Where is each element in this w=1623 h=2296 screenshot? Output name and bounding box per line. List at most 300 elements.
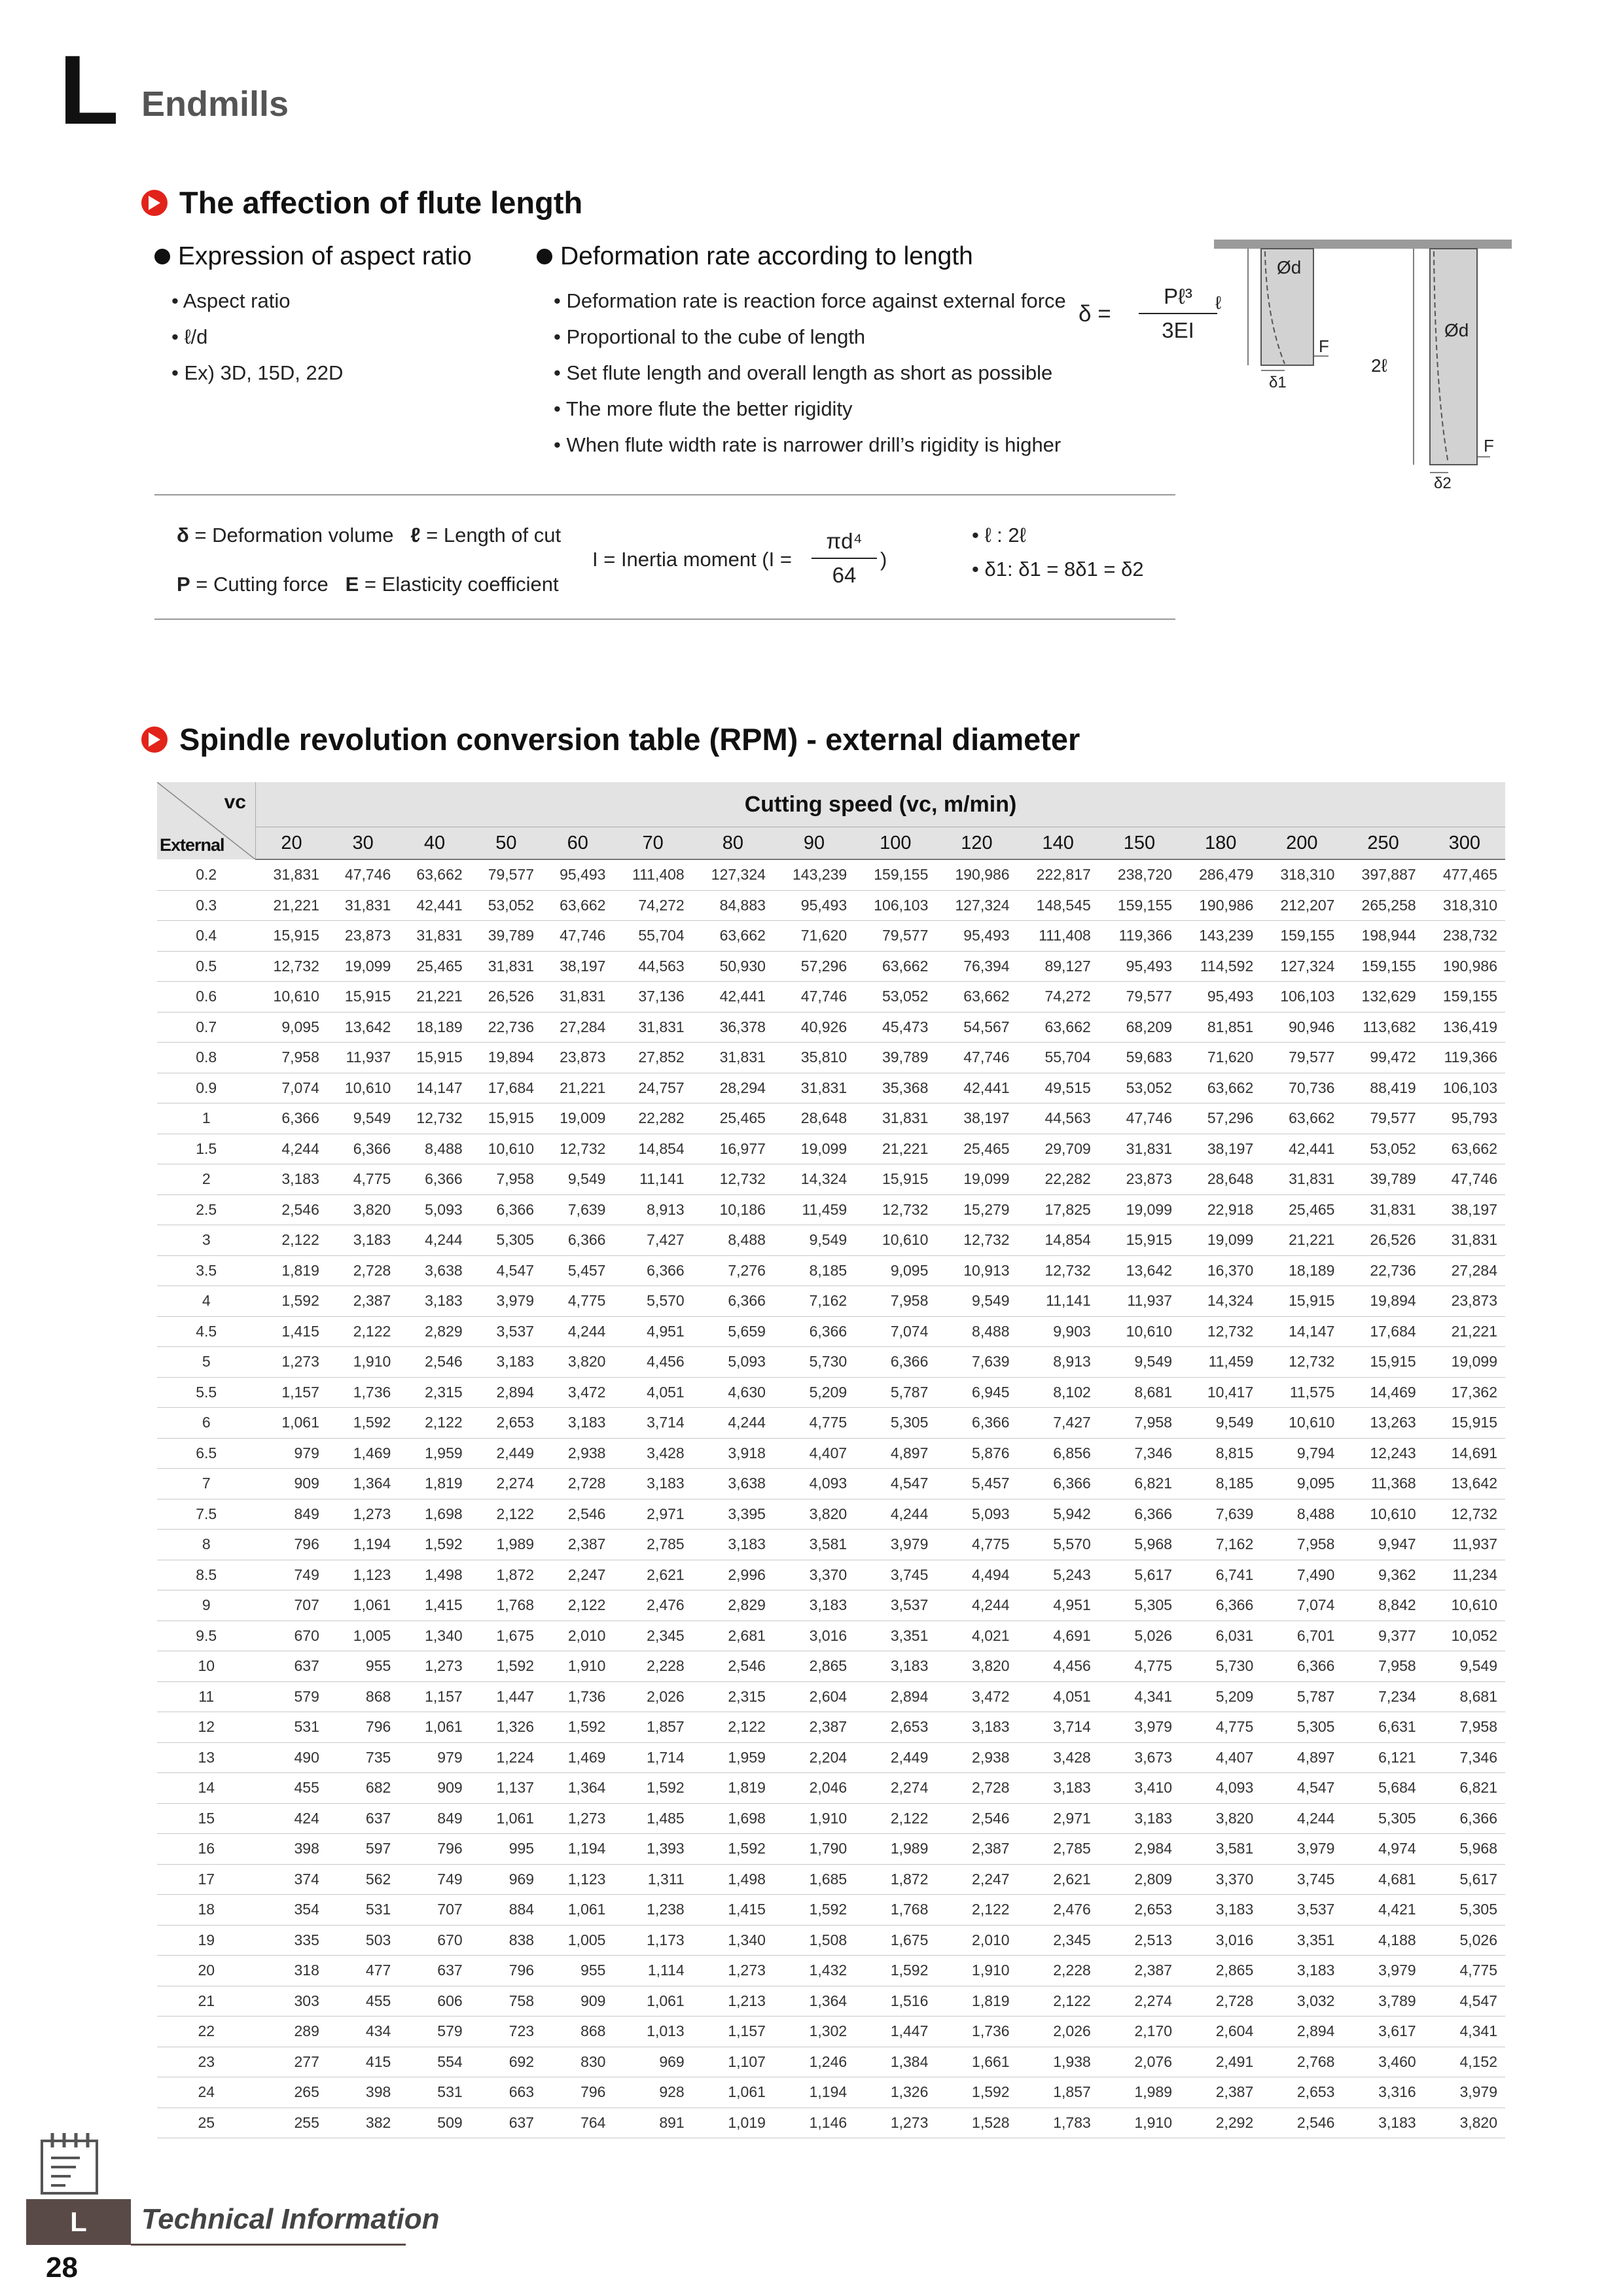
rpm-cell: 1,194: [327, 1530, 399, 1560]
rpm-cell: 4,547: [855, 1469, 936, 1499]
rpm-cell: 7,639: [542, 1194, 613, 1225]
rpm-cell: 3,032: [1261, 1986, 1342, 2017]
rpm-cell: 57,296: [1180, 1103, 1261, 1134]
rpm-cell: 45,473: [855, 1012, 936, 1043]
rpm-cell: 579: [256, 1681, 327, 1712]
rpm-cell: 95,493: [1180, 982, 1261, 1013]
rpm-cell: 40,926: [774, 1012, 855, 1043]
rpm-cell: 1,340: [399, 1621, 470, 1651]
length-label-2: 2ℓ: [1371, 355, 1387, 376]
rpm-cell: 3,979: [1424, 2077, 1505, 2108]
page-title: Endmills: [141, 84, 289, 124]
rpm-cell: 113,682: [1342, 1012, 1423, 1043]
rpm-cell: 2,894: [471, 1377, 542, 1408]
list-item: • Set flute length and overall length as short as possible: [554, 361, 1053, 384]
rpm-cell: 3,537: [1261, 1895, 1342, 1926]
rpm-cell: 2,653: [855, 1712, 936, 1743]
rpm-cell: 90,946: [1261, 1012, 1342, 1043]
rpm-cell: 159,155: [1099, 890, 1180, 921]
diameter-cell: 3.5: [157, 1255, 256, 1286]
rpm-cell: 5,457: [542, 1255, 613, 1286]
rpm-cell: 1,061: [327, 1590, 399, 1621]
aspect-ratio-list: [171, 283, 343, 391]
rpm-cell: 3,183: [692, 1530, 774, 1560]
rpm-cell: 111,408: [613, 859, 692, 890]
rpm-cell: 9,794: [1261, 1438, 1342, 1469]
rpm-cell: 53,052: [855, 982, 936, 1013]
rpm-cell: 6,366: [855, 1347, 936, 1378]
rpm-cell: 2,894: [855, 1681, 936, 1712]
rpm-cell: 57,296: [774, 951, 855, 982]
rpm-cell: 3,370: [1180, 1864, 1261, 1895]
rpm-cell: 7,074: [1261, 1590, 1342, 1621]
rpm-cell: 5,093: [399, 1194, 470, 1225]
rpm-cell: 4,775: [1424, 1956, 1505, 1986]
rpm-cell: 3,183: [1018, 1773, 1099, 1804]
rpm-cell: 71,620: [1180, 1043, 1261, 1073]
rpm-cell: 4,974: [1342, 1834, 1423, 1865]
rpm-cell: 15,915: [399, 1043, 470, 1073]
rpm-cell: 1,013: [613, 2017, 692, 2047]
rpm-cell: 4,951: [1018, 1590, 1099, 1621]
rpm-cell: 28,648: [774, 1103, 855, 1134]
diameter-cell: 8: [157, 1530, 256, 1560]
rpm-cell: 38,197: [936, 1103, 1017, 1134]
rpm-cell: 1,685: [774, 1864, 855, 1895]
diameter-cell: 0.8: [157, 1043, 256, 1073]
table-row: [157, 1194, 1505, 1225]
rpm-cell: 159,155: [855, 859, 936, 890]
rpm-cell: 3,316: [1342, 2077, 1423, 2108]
rpm-cell: 1,819: [692, 1773, 774, 1804]
rpm-cell: 455: [256, 1773, 327, 1804]
rpm-cell: 2,829: [692, 1590, 774, 1621]
rpm-cell: 1,246: [774, 2047, 855, 2077]
rpm-cell: 2,228: [613, 1651, 692, 1682]
rpm-cell: 4,244: [256, 1134, 327, 1164]
rpm-cell: 2,785: [613, 1530, 692, 1560]
rpm-cell: 11,141: [613, 1164, 692, 1195]
rpm-cell: 5,787: [855, 1377, 936, 1408]
rpm-cell: 7,074: [256, 1073, 327, 1103]
rpm-cell: 7,490: [1261, 1560, 1342, 1590]
rpm-cell: 5,730: [774, 1347, 855, 1378]
rpm-cell: 4,951: [613, 1316, 692, 1347]
rpm-cell: 36,378: [692, 1012, 774, 1043]
rpm-cell: 3,617: [1342, 2017, 1423, 2047]
inertia-definition: I = Inertia moment (I =: [592, 548, 792, 571]
rpm-cell: 1,675: [471, 1621, 542, 1651]
rpm-cell: 1,364: [542, 1773, 613, 1804]
rpm-cell: 14,469: [1342, 1377, 1423, 1408]
rpm-cell: 3,410: [1099, 1773, 1180, 1804]
rpm-cell: 995: [471, 1834, 542, 1865]
rpm-cell: 10,417: [1180, 1377, 1261, 1408]
table-row: [157, 951, 1505, 982]
rpm-cell: 265,258: [1342, 890, 1423, 921]
rpm-cell: 95,493: [774, 890, 855, 921]
diameter-cell: 16: [157, 1834, 256, 1865]
rpm-cell: 4,051: [613, 1377, 692, 1408]
table-row: [157, 1286, 1505, 1317]
rpm-cell: 5,093: [936, 1499, 1017, 1530]
rpm-cell: 10,610: [256, 982, 327, 1013]
table-row: [157, 1043, 1505, 1073]
rpm-cell: 31,831: [471, 951, 542, 982]
rpm-cell: 1,447: [855, 2017, 936, 2047]
diameter-cell: 18: [157, 1895, 256, 1926]
table-row: [157, 1530, 1505, 1560]
rpm-cell: 2,728: [542, 1469, 613, 1499]
rpm-cell: 1,157: [692, 2017, 774, 2047]
force-label-1: F: [1319, 336, 1329, 356]
rpm-cell: 1,714: [613, 1742, 692, 1773]
rpm-cell: 3,979: [855, 1530, 936, 1560]
rpm-cell: 2,387: [1099, 1956, 1180, 1986]
diameter-cell: 2: [157, 1164, 256, 1195]
definition-text: = Elasticity coefficient: [359, 573, 559, 596]
rpm-cell: 7,162: [1180, 1530, 1261, 1560]
rpm-cell: 7,234: [1342, 1681, 1423, 1712]
rpm-cell: 637: [399, 1956, 470, 1986]
rpm-cell: 1,061: [256, 1408, 327, 1439]
rpm-cell: 289: [256, 2017, 327, 2047]
rpm-cell: 2,228: [1018, 1956, 1099, 1986]
table-row: [157, 1103, 1505, 1134]
list-item: • Proportional to the cube of length: [554, 325, 866, 348]
definition-force-elasticity: [177, 573, 559, 596]
rpm-cell: 14,324: [1180, 1286, 1261, 1317]
rpm-cell: 1,146: [774, 2108, 855, 2138]
section-title: The affection of flute length: [179, 185, 583, 220]
rpm-cell: 503: [327, 1925, 399, 1956]
bullet-dot-icon: [154, 249, 170, 264]
rpm-cell: 1,768: [471, 1590, 542, 1621]
rpm-cell: 764: [542, 2108, 613, 2138]
rpm-cell: 2,076: [1099, 2047, 1180, 2077]
formula-numerator: Pℓ³: [1164, 284, 1192, 308]
rpm-cell: 1,123: [327, 1560, 399, 1590]
rpm-cell: 8,185: [774, 1255, 855, 1286]
rpm-cell: 3,183: [855, 1651, 936, 1682]
diameter-cell: 2.5: [157, 1194, 256, 1225]
rpm-cell: 1,592: [542, 1712, 613, 1743]
table-row: [157, 1712, 1505, 1743]
rpm-cell: 5,093: [692, 1347, 774, 1378]
rpm-cell: 4,152: [1424, 2047, 1505, 2077]
rpm-cell: 562: [327, 1864, 399, 1895]
rpm-cell: 143,239: [774, 859, 855, 890]
diameter-cell: 17: [157, 1864, 256, 1895]
table-row: [157, 1073, 1505, 1103]
rpm-cell: 5,305: [471, 1225, 542, 1256]
rpm-cell: 17,825: [1018, 1194, 1099, 1225]
section-heading-rpm-table: [141, 721, 1080, 757]
rpm-cell: 2,247: [542, 1560, 613, 1590]
rpm-cell: 6,366: [1180, 1590, 1261, 1621]
table-row: [157, 2108, 1505, 2138]
rpm-cell: 10,610: [1099, 1316, 1180, 1347]
rpm-cell: 15,915: [1342, 1347, 1423, 1378]
diameter-cell: 23: [157, 2047, 256, 2077]
rpm-cell: 579: [399, 2017, 470, 2047]
definition-text: = Deformation volume: [188, 524, 394, 547]
rpm-cell: 6,366: [471, 1194, 542, 1225]
speed-header-cell: 40: [399, 827, 470, 860]
rpm-cell: 9,362: [1342, 1560, 1423, 1590]
rpm-cell: 2,122: [1018, 1986, 1099, 2017]
bullet-dot-icon: [537, 249, 552, 264]
rpm-cell: 106,103: [1424, 1073, 1505, 1103]
rpm-cell: 42,441: [399, 890, 470, 921]
rpm-cell: 7,639: [936, 1347, 1017, 1378]
rpm-cell: 12,732: [1018, 1255, 1099, 1286]
rpm-cell: 3,820: [1424, 2108, 1505, 2138]
rpm-cell: 4,244: [542, 1316, 613, 1347]
rpm-cell: 5,305: [1424, 1895, 1505, 1926]
rpm-cell: 723: [471, 2017, 542, 2047]
rpm-cell: 2,122: [471, 1499, 542, 1530]
rpm-cell: 1,872: [471, 1560, 542, 1590]
rpm-cell: 1,469: [327, 1438, 399, 1469]
rpm-cell: 159,155: [1424, 982, 1505, 1013]
table-row: [157, 2047, 1505, 2077]
rpm-cell: 9,549: [542, 1164, 613, 1195]
rpm-cell: 382: [327, 2108, 399, 2138]
rpm-cell: 6,366: [399, 1164, 470, 1195]
rpm-cell: 7,346: [1424, 1742, 1505, 1773]
rpm-cell: 16,370: [1180, 1255, 1261, 1286]
rpm-cell: 1,989: [855, 1834, 936, 1865]
rpm-cell: 2,621: [1018, 1864, 1099, 1895]
rpm-cell: 1,959: [399, 1438, 470, 1469]
rpm-cell: 15,915: [471, 1103, 542, 1134]
rpm-cell: 2,971: [613, 1499, 692, 1530]
rpm-cell: 63,662: [1018, 1012, 1099, 1043]
rpm-cell: 1,498: [692, 1864, 774, 1895]
speed-header-cell: 60: [542, 827, 613, 860]
rpm-cell: 2,345: [613, 1621, 692, 1651]
rpm-cell: 670: [399, 1925, 470, 1956]
rpm-cell: 1,592: [399, 1530, 470, 1560]
rpm-cell: 531: [399, 2077, 470, 2108]
table-row: [157, 859, 1505, 890]
rpm-cell: 12,732: [1180, 1316, 1261, 1347]
rpm-cell: 95,793: [1424, 1103, 1505, 1134]
wall-bar: [1214, 240, 1512, 249]
rpm-cell: 2,449: [471, 1438, 542, 1469]
table-row: [157, 1895, 1505, 1926]
fraction-bar: [812, 558, 877, 559]
inertia-denominator: 64: [832, 563, 857, 587]
rpm-cell: 1,302: [774, 2017, 855, 2047]
rpm-cell: 38,197: [542, 951, 613, 982]
rpm-cell: 637: [471, 2108, 542, 2138]
rpm-cell: 7,958: [855, 1286, 936, 1317]
rpm-cell: 6,366: [774, 1316, 855, 1347]
rpm-cell: 2,938: [542, 1438, 613, 1469]
rpm-cell: 1,872: [855, 1864, 936, 1895]
rpm-cell: 749: [399, 1864, 470, 1895]
rpm-cell: 127,324: [692, 859, 774, 890]
delta2-label: δ2: [1434, 475, 1452, 488]
rpm-cell: 2,996: [692, 1560, 774, 1590]
rpm-cell: 5,305: [1261, 1712, 1342, 1743]
rpm-cell: 54,567: [936, 1012, 1017, 1043]
rpm-cell: 15,915: [855, 1164, 936, 1195]
chapter-tab: L: [26, 2199, 131, 2245]
subheading-text: Deformation rate according to length: [560, 242, 973, 270]
rpm-cell: 597: [327, 1834, 399, 1865]
diameter-cell: 13: [157, 1742, 256, 1773]
rpm-cell: 5,617: [1099, 1560, 1180, 1590]
diameter-cell: 0.7: [157, 1012, 256, 1043]
rpm-cell: 136,419: [1424, 1012, 1505, 1043]
rpm-cell: 4,244: [692, 1408, 774, 1439]
speed-header-cell: 120: [936, 827, 1017, 860]
rpm-cell: 2,491: [1180, 2047, 1261, 2077]
list-item: • Aspect ratio: [171, 289, 291, 312]
rpm-cell: 663: [471, 2077, 542, 2108]
page-number: 28: [46, 2251, 78, 2284]
rpm-cell: 286,479: [1180, 859, 1261, 890]
rpm-cell: 1,273: [256, 1347, 327, 1378]
rpm-cell: 44,563: [613, 951, 692, 982]
rpm-cell: 190,986: [936, 859, 1017, 890]
rpm-cell: 127,324: [1261, 951, 1342, 982]
rpm-cell: 21,221: [256, 890, 327, 921]
rpm-cell: 3,581: [774, 1530, 855, 1560]
rpm-cell: 2,345: [1018, 1925, 1099, 1956]
rpm-cell: 68,209: [1099, 1012, 1180, 1043]
speed-header-cell: 100: [855, 827, 936, 860]
table-row: [157, 2017, 1505, 2047]
rpm-cell: 1,114: [613, 1956, 692, 1986]
rpm-cell: 6,366: [542, 1225, 613, 1256]
rpm-cell: 1,157: [256, 1377, 327, 1408]
rpm-cell: 1,273: [855, 2108, 936, 2138]
rpm-cell: 9,549: [1424, 1651, 1505, 1682]
rpm-cell: 23,873: [1099, 1164, 1180, 1195]
rpm-cell: 23,873: [542, 1043, 613, 1073]
rpm-cell: 29,709: [1018, 1134, 1099, 1164]
rpm-cell: 255: [256, 2108, 327, 2138]
rpm-cell: 18,189: [1261, 1255, 1342, 1286]
rpm-cell: 1,005: [542, 1925, 613, 1956]
rpm-cell: 19,099: [936, 1164, 1017, 1195]
rpm-cell: 19,894: [471, 1043, 542, 1073]
rpm-cell: 25,465: [399, 951, 470, 982]
rpm-cell: 1,592: [774, 1895, 855, 1926]
rpm-cell: 222,817: [1018, 859, 1099, 890]
rpm-cell: 190,986: [1424, 951, 1505, 982]
rpm-cell: 3,183: [1180, 1895, 1261, 1926]
rpm-cell: 12,732: [542, 1134, 613, 1164]
rpm-cell: 3,183: [471, 1347, 542, 1378]
rpm-cell: 12,732: [1261, 1347, 1342, 1378]
rpm-cell: 1,173: [613, 1925, 692, 1956]
rpm-cell: 14,691: [1424, 1438, 1505, 1469]
rpm-cell: 2,122: [327, 1316, 399, 1347]
rpm-cell: 27,852: [613, 1043, 692, 1073]
rpm-cell: 4,494: [936, 1560, 1017, 1590]
rpm-cell: 10,610: [1342, 1499, 1423, 1530]
rpm-cell: 44,563: [1018, 1103, 1099, 1134]
rpm-cell: 1,910: [327, 1347, 399, 1378]
rpm-cell: 19,099: [774, 1134, 855, 1164]
diameter-cell: 6: [157, 1408, 256, 1439]
table-row: [157, 1651, 1505, 1682]
rpm-cell: 8,488: [692, 1225, 774, 1256]
rpm-cell: 9,549: [774, 1225, 855, 1256]
rpm-cell: 3,820: [774, 1499, 855, 1530]
table-row: [157, 1134, 1505, 1164]
rpm-cell: 6,821: [1099, 1469, 1180, 1499]
diameter-cell: 0.9: [157, 1073, 256, 1103]
rpm-cell: 415: [327, 2047, 399, 2077]
arrow-circle-icon: [141, 190, 168, 216]
rpm-cell: 22,282: [613, 1103, 692, 1134]
rpm-cell: 3,714: [613, 1408, 692, 1439]
rpm-cell: 682: [327, 1773, 399, 1804]
rpm-cell: 1,061: [471, 1803, 542, 1834]
rpm-cell: 4,630: [692, 1377, 774, 1408]
rpm-cell: 19,009: [542, 1103, 613, 1134]
diameter-cell: 24: [157, 2077, 256, 2108]
diameter-cell: 1.5: [157, 1134, 256, 1164]
rpm-cell: 3,183: [936, 1712, 1017, 1743]
diameter-cell: 0.5: [157, 951, 256, 982]
table-row: [157, 921, 1505, 952]
rpm-cell: 1,910: [774, 1803, 855, 1834]
rpm-cell: 2,546: [542, 1499, 613, 1530]
rpm-cell: 3,745: [855, 1560, 936, 1590]
rpm-cell: 14,854: [613, 1134, 692, 1164]
rpm-cell: 15,279: [936, 1194, 1017, 1225]
diameter-label-2: Ød: [1444, 320, 1469, 340]
rpm-cell: 1,273: [399, 1651, 470, 1682]
rpm-cell: 1,415: [399, 1590, 470, 1621]
rpm-cell: 6,121: [1342, 1742, 1423, 1773]
rpm-cell: 2,513: [1099, 1925, 1180, 1956]
rpm-cell: 1,790: [774, 1834, 855, 1865]
rpm-cell: 6,945: [936, 1377, 1017, 1408]
inertia-close-paren: ): [880, 548, 887, 571]
rpm-cell: 2,621: [613, 1560, 692, 1590]
rpm-cell: 63,662: [1424, 1134, 1505, 1164]
rpm-cell: 2,122: [936, 1895, 1017, 1926]
rpm-cell: 2,274: [855, 1773, 936, 1804]
rpm-cell: 31,831: [1099, 1134, 1180, 1164]
rpm-cell: 31,831: [399, 921, 470, 952]
rpm-cell: 4,244: [1261, 1803, 1342, 1834]
rpm-cell: 5,617: [1424, 1864, 1505, 1895]
rpm-cell: 19,099: [327, 951, 399, 982]
table-row: [157, 1560, 1505, 1590]
fraction-bar: [1139, 313, 1217, 314]
rpm-cell: 84,883: [692, 890, 774, 921]
rpm-cell: 3,183: [327, 1225, 399, 1256]
rpm-cell: 8,681: [1099, 1377, 1180, 1408]
table-row: [157, 890, 1505, 921]
rpm-cell: 11,937: [1099, 1286, 1180, 1317]
speed-header-cell: 70: [613, 827, 692, 860]
rpm-cell: 2,010: [542, 1621, 613, 1651]
rpm-cell: 119,366: [1099, 921, 1180, 952]
rpm-cell: 19,099: [1180, 1225, 1261, 1256]
rpm-cell: 1,698: [692, 1803, 774, 1834]
rpm-cell: 318: [256, 1956, 327, 1986]
